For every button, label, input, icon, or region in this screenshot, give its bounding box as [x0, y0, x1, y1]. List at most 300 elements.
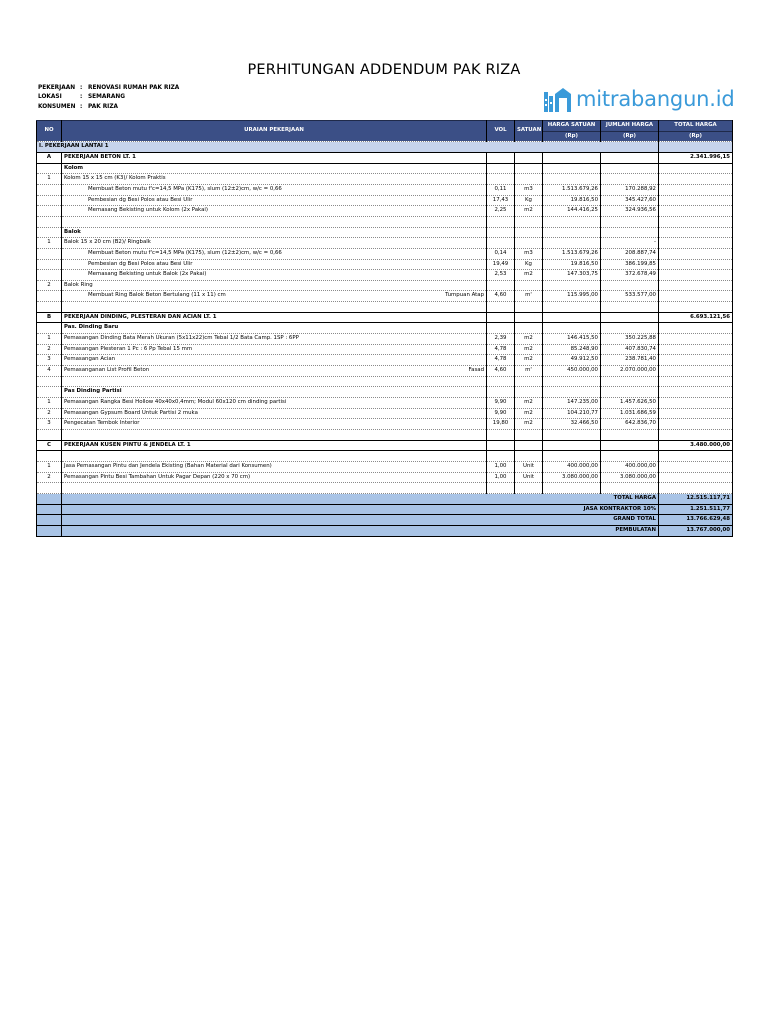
row-harga: 19.816,50 — [543, 259, 601, 270]
row-uraian: Membuat Beton mutu f'c=14,5 MPa (K175), slum (12±2)cm, w/c = 0,66 — [62, 248, 487, 259]
empty-cell — [601, 227, 659, 238]
row-harga: 32.466,50 — [543, 419, 601, 430]
row-satuan — [515, 312, 543, 323]
item-note: Tumpuan Atap — [445, 292, 484, 299]
row-vol: 19,80 — [487, 419, 515, 430]
empty-cell — [487, 387, 515, 398]
col-vol-header: VOL — [487, 121, 515, 142]
house-logo-icon — [544, 84, 574, 114]
empty-cell — [515, 451, 543, 462]
row-vol: 0,14 — [487, 248, 515, 259]
meta-sep: : — [80, 103, 83, 110]
row-total — [659, 206, 733, 217]
row-no: A — [37, 152, 62, 163]
row-total — [659, 334, 733, 345]
row-total — [659, 419, 733, 430]
row-vol: 17,43 — [487, 195, 515, 206]
row-harga — [543, 238, 601, 249]
subsection-row — [37, 440, 733, 451]
empty-cell — [37, 515, 62, 526]
row-harga — [543, 312, 601, 323]
row-satuan: m' — [515, 366, 543, 377]
empty-cell — [543, 429, 601, 440]
row-harga: 1.513.679,26 — [543, 248, 601, 259]
empty-cell — [601, 387, 659, 398]
col-jumlah-header: JUMLAH HARGA — [601, 121, 659, 132]
row-satuan: m2 — [515, 270, 543, 281]
empty-cell — [487, 302, 515, 313]
empty-cell — [37, 302, 62, 313]
row-no: 2 — [37, 344, 62, 355]
row-uraian: Pembesian dg Besi Polos atau Besi Ulir — [62, 259, 487, 270]
row-harga — [543, 280, 601, 291]
row-uraian: Kolom — [62, 163, 487, 174]
summary-value: 13.766.629,48 — [659, 515, 733, 526]
empty-cell — [543, 302, 601, 313]
empty-cell — [543, 323, 601, 334]
row-uraian: Balok Ring — [62, 280, 487, 291]
empty-cell — [487, 216, 515, 227]
row-harga: 146.415,50 — [543, 334, 601, 345]
row-no — [37, 387, 62, 398]
row-uraian: Pembesian dg Besi Polos atau Besi Ulir — [62, 195, 487, 206]
empty-cell — [62, 483, 487, 494]
empty-cell — [659, 323, 733, 334]
row-vol: 1,00 — [487, 472, 515, 483]
col-total-header: TOTAL HARGA — [659, 121, 733, 132]
group-row — [37, 227, 733, 238]
row-satuan: m2 — [515, 398, 543, 409]
row-harga: 450.000,00 — [543, 366, 601, 377]
summary-label: GRAND TOTAL — [62, 515, 659, 526]
empty-cell — [601, 302, 659, 313]
row-uraian — [62, 366, 487, 377]
table-row — [37, 398, 733, 409]
row-no: 1 — [37, 334, 62, 345]
meta-row-konsumen — [38, 103, 179, 112]
row-satuan: Kg — [515, 259, 543, 270]
table-row — [37, 355, 733, 366]
row-uraian: PEKERJAAN KUSEN PINTU & JENDELA LT. 1 — [62, 440, 487, 451]
row-total — [659, 184, 733, 195]
row-harga: 147.235,00 — [543, 398, 601, 409]
row-satuan — [515, 440, 543, 451]
row-vol: 0,11 — [487, 184, 515, 195]
empty-cell — [601, 376, 659, 387]
row-jumlah: 400.000,00 — [601, 461, 659, 472]
table-row — [37, 366, 733, 377]
meta-label: LOKASI — [38, 94, 62, 101]
row-total — [659, 248, 733, 259]
table-row — [37, 259, 733, 270]
row-vol: 4,60 — [487, 366, 515, 377]
empty-cell — [543, 227, 601, 238]
summary-row — [37, 525, 733, 536]
meta-sep: : — [80, 94, 83, 101]
row-no: 4 — [37, 366, 62, 377]
group-row — [37, 323, 733, 334]
meta-row-lokasi — [38, 93, 179, 102]
row-harga: 3.080.000,00 — [543, 472, 601, 483]
row-satuan: Unit — [515, 461, 543, 472]
table-row — [37, 174, 733, 185]
empty-cell — [543, 163, 601, 174]
row-jumlah: 208.887,74 — [601, 248, 659, 259]
row-no: 2 — [37, 408, 62, 419]
table-row — [37, 280, 733, 291]
row-satuan — [515, 238, 543, 249]
empty-cell — [515, 387, 543, 398]
row-vol: 2,25 — [487, 206, 515, 217]
summary-value: 13.767.000,00 — [659, 525, 733, 536]
row-no: 1 — [37, 174, 62, 185]
summary-value: 1.251.511,77 — [659, 504, 733, 515]
empty-cell — [659, 163, 733, 174]
empty-cell — [487, 323, 515, 334]
row-no: 3 — [37, 355, 62, 366]
row-total: 3.480.000,00 — [659, 440, 733, 451]
row-vol: 1,00 — [487, 461, 515, 472]
row-jumlah: 324.936,56 — [601, 206, 659, 217]
empty-cell — [659, 483, 733, 494]
row-jumlah: 350.225,88 — [601, 334, 659, 345]
row-uraian: Memasang Bekisting untuk Balok (2x Pakai) — [62, 270, 487, 281]
row-jumlah: 407.830,74 — [601, 344, 659, 355]
row-jumlah — [601, 312, 659, 323]
row-no: 1 — [37, 238, 62, 249]
row-no — [37, 323, 62, 334]
empty-cell — [515, 483, 543, 494]
row-satuan: Unit — [515, 472, 543, 483]
empty-cell — [659, 376, 733, 387]
summary-label: TOTAL HARGA — [62, 493, 659, 504]
row-uraian: Memasang Bekisting untuk Kolom (2x Pakai) — [62, 206, 487, 217]
empty-cell — [487, 163, 515, 174]
row-jumlah: 642.836,70 — [601, 419, 659, 430]
empty-cell — [659, 216, 733, 227]
empty-cell — [62, 429, 487, 440]
empty-cell — [601, 323, 659, 334]
row-uraian: Pemasangan Gypsum Board Untuk Partisi 2 muka — [62, 408, 487, 419]
row-jumlah: 1.031.686,59 — [601, 408, 659, 419]
empty-cell — [601, 451, 659, 462]
row-uraian: Pas. Dinding Baru — [62, 323, 487, 334]
table-row — [37, 184, 733, 195]
row-jumlah: 533.577,00 — [601, 291, 659, 302]
row-no: 2 — [37, 472, 62, 483]
row-total — [659, 280, 733, 291]
empty-cell — [37, 429, 62, 440]
empty-cell — [515, 302, 543, 313]
empty-cell — [487, 376, 515, 387]
row-vol: 4,78 — [487, 355, 515, 366]
empty-cell — [515, 376, 543, 387]
meta-sep: : — [80, 85, 83, 91]
row-satuan — [515, 152, 543, 163]
row-harga: 115.995,00 — [543, 291, 601, 302]
row-jumlah — [601, 440, 659, 451]
row-harga — [543, 152, 601, 163]
empty-cell — [515, 323, 543, 334]
empty-cell — [487, 429, 515, 440]
unit-label: (Rp) — [543, 131, 601, 142]
meta-label: PEKERJAAN — [38, 85, 76, 91]
row-jumlah: 170.288,92 — [601, 184, 659, 195]
blank-row — [37, 483, 733, 494]
row-total — [659, 174, 733, 185]
empty-cell — [515, 216, 543, 227]
empty-cell — [601, 429, 659, 440]
row-no — [37, 259, 62, 270]
row-jumlah: 372.678,49 — [601, 270, 659, 281]
row-jumlah — [601, 152, 659, 163]
row-uraian: Pemasangan Rangka Besi Hollow 40x40x0,4mm; Modul 60x120 cm dinding partisi — [62, 398, 487, 409]
row-no — [37, 248, 62, 259]
row-jumlah: 238.781,40 — [601, 355, 659, 366]
empty-cell — [543, 483, 601, 494]
table-row — [37, 408, 733, 419]
row-satuan: m3 — [515, 184, 543, 195]
logo-text: mitrabangun.id — [576, 87, 735, 111]
row-total — [659, 355, 733, 366]
page-title: PERHITUNGAN ADDENDUM PAK RIZA — [247, 62, 521, 78]
empty-cell — [659, 227, 733, 238]
row-uraian: Membuat Beton mutu f'c=14,5 MPa (K175), slum (12±2)cm, w/c = 0,66 — [62, 184, 487, 195]
empty-cell — [62, 216, 487, 227]
row-no — [37, 184, 62, 195]
row-harga — [543, 440, 601, 451]
row-total — [659, 366, 733, 377]
table-row — [37, 238, 733, 249]
row-total — [659, 408, 733, 419]
empty-cell — [37, 493, 62, 504]
table-row — [37, 334, 733, 345]
item-description: Membuat Ring Balok Beton Bertulang (11 x 11) cm — [88, 292, 226, 299]
row-vol — [487, 440, 515, 451]
row-jumlah: 3.080.000,00 — [601, 472, 659, 483]
group-row — [37, 163, 733, 174]
section-title: I. PEKERJAAN LANTAI 1 — [37, 142, 659, 153]
row-total: 6.693.121,56 — [659, 312, 733, 323]
table-header-row — [37, 121, 733, 132]
row-satuan: m' — [515, 291, 543, 302]
row-vol: 2,39 — [487, 334, 515, 345]
summary-row — [37, 515, 733, 526]
row-vol — [487, 280, 515, 291]
row-uraian: Pengecatan Tembok Interior — [62, 419, 487, 430]
row-harga: 1.513.679,26 — [543, 184, 601, 195]
empty-cell — [37, 376, 62, 387]
row-vol: 9,90 — [487, 408, 515, 419]
meta-label: KONSUMEN — [38, 103, 76, 110]
row-harga: 49.912,50 — [543, 355, 601, 366]
row-uraian — [62, 291, 487, 302]
empty-cell — [515, 227, 543, 238]
col-uraian-header: URAIAN PEKERJAAN — [62, 121, 487, 142]
summary-row — [37, 493, 733, 504]
row-total — [659, 398, 733, 409]
empty-cell — [37, 504, 62, 515]
row-no: B — [37, 312, 62, 323]
row-uraian: Pas Dinding Partisi — [62, 387, 487, 398]
row-jumlah — [601, 280, 659, 291]
row-harga: 19.816,50 — [543, 195, 601, 206]
row-harga: 144.416,25 — [543, 206, 601, 217]
meta-value: RENOVASI RUMAH PAK RIZA — [88, 85, 180, 91]
unit-label: (Rp) — [601, 131, 659, 142]
row-satuan: Kg — [515, 195, 543, 206]
meta-value: PAK RIZA — [88, 103, 119, 110]
empty-cell — [487, 483, 515, 494]
table-row — [37, 461, 733, 472]
subsection-row — [37, 152, 733, 163]
empty-cell — [601, 483, 659, 494]
row-satuan: m2 — [515, 419, 543, 430]
row-satuan: m2 — [515, 344, 543, 355]
row-harga: 104.210,77 — [543, 408, 601, 419]
row-vol: 4,60 — [487, 291, 515, 302]
empty-cell — [659, 429, 733, 440]
empty-cell — [487, 227, 515, 238]
row-satuan — [515, 280, 543, 291]
meta-row-pekerjaan — [38, 84, 179, 93]
item-description: Pemasanganan List Profil Beton — [64, 367, 150, 374]
row-uraian: Pemasangan Dinding Bata Merah Ukuran (5x11x22)cm Tebal 1/2 Bata Camp. 1SP : 6PP — [62, 334, 487, 345]
project-info — [38, 84, 179, 112]
empty-cell — [62, 451, 487, 462]
table-row — [37, 344, 733, 355]
row-harga — [543, 174, 601, 185]
empty-cell — [515, 429, 543, 440]
row-jumlah: 2.070.000,00 — [601, 366, 659, 377]
empty-cell — [62, 302, 487, 313]
row-uraian: PEKERJAAN DINDING, PLESTERAN DAN ACIAN LT. 1 — [62, 312, 487, 323]
row-no — [37, 163, 62, 174]
empty-cell — [659, 387, 733, 398]
row-uraian: Balok 15 x 20 cm (B2)/ Ringbalk — [62, 238, 487, 249]
row-total — [659, 195, 733, 206]
row-harga: 85.248,90 — [543, 344, 601, 355]
rab-table — [36, 120, 733, 537]
row-vol: 2,53 — [487, 270, 515, 281]
row-total — [659, 238, 733, 249]
row-no — [37, 291, 62, 302]
row-satuan — [515, 174, 543, 185]
company-logo — [544, 83, 735, 115]
row-no: C — [37, 440, 62, 451]
row-vol — [487, 174, 515, 185]
item-note: Fasad — [468, 367, 484, 374]
unit-label: (Rp) — [659, 131, 733, 142]
empty-cell — [543, 376, 601, 387]
row-no — [37, 195, 62, 206]
blank-row — [37, 376, 733, 387]
table-row — [37, 419, 733, 430]
row-total — [659, 270, 733, 281]
section-row — [37, 142, 733, 153]
row-total — [659, 259, 733, 270]
row-jumlah: 386.199,85 — [601, 259, 659, 270]
row-uraian: Balok — [62, 227, 487, 238]
empty-cell — [659, 451, 733, 462]
row-total: 2.341.996,15 — [659, 152, 733, 163]
row-no: 1 — [37, 398, 62, 409]
row-vol — [487, 152, 515, 163]
subsection-row — [37, 312, 733, 323]
empty-cell — [543, 451, 601, 462]
row-uraian: Kolom 15 x 15 cm (K3)/ Kolom Praktis — [62, 174, 487, 185]
row-jumlah: 345.427,60 — [601, 195, 659, 206]
row-total — [659, 344, 733, 355]
empty-cell — [37, 216, 62, 227]
row-satuan: m2 — [515, 408, 543, 419]
row-no: 1 — [37, 461, 62, 472]
row-total — [659, 291, 733, 302]
blank-row — [37, 302, 733, 313]
table-row — [37, 291, 733, 302]
table-row — [37, 206, 733, 217]
empty-cell — [37, 451, 62, 462]
row-jumlah — [601, 174, 659, 185]
summary-value: 12.515.117,71 — [659, 493, 733, 504]
col-no-header: NO — [37, 121, 62, 142]
blank-row — [37, 216, 733, 227]
row-no — [37, 206, 62, 217]
row-satuan: m2 — [515, 206, 543, 217]
row-no — [37, 227, 62, 238]
empty-cell — [37, 525, 62, 536]
row-no: 2 — [37, 280, 62, 291]
row-satuan: m3 — [515, 248, 543, 259]
empty-cell — [543, 216, 601, 227]
row-total — [659, 461, 733, 472]
empty-cell — [515, 163, 543, 174]
row-satuan: m2 — [515, 355, 543, 366]
row-satuan: m2 — [515, 334, 543, 345]
row-uraian: Pemasangan Plesteran 1 Pc : 6 Pp Tebal 15 mm — [62, 344, 487, 355]
table-row — [37, 248, 733, 259]
total-cell — [659, 142, 733, 153]
row-uraian: Jasa Pemasangan Pintu dan Jendela Ekisting (Bahan Material dari Konsumen) — [62, 461, 487, 472]
row-harga: 400.000,00 — [543, 461, 601, 472]
col-satuan-header: SATUAN — [515, 121, 543, 142]
row-uraian: Pemasangan Acian — [62, 355, 487, 366]
summary-label: JASA KONTRAKTOR 10% — [62, 504, 659, 515]
group-row — [37, 387, 733, 398]
table-row — [37, 195, 733, 206]
row-total — [659, 472, 733, 483]
row-vol: 4,78 — [487, 344, 515, 355]
row-no: 3 — [37, 419, 62, 430]
row-jumlah: - — [601, 238, 659, 249]
table-row — [37, 270, 733, 281]
empty-cell — [659, 302, 733, 313]
row-uraian: Pemasangan Pintu Besi Tambahan Untuk Pagar Depan (220 x 70 cm) — [62, 472, 487, 483]
row-vol — [487, 312, 515, 323]
row-harga: 147.303,75 — [543, 270, 601, 281]
blank-row — [37, 451, 733, 462]
row-vol: 19,49 — [487, 259, 515, 270]
meta-value: SEMARANG — [88, 94, 125, 101]
row-uraian: PEKERJAAN BETON LT. 1 — [62, 152, 487, 163]
summary-label: PEMBULATAN — [62, 525, 659, 536]
empty-cell — [601, 163, 659, 174]
empty-cell — [487, 451, 515, 462]
empty-cell — [601, 216, 659, 227]
row-vol — [487, 238, 515, 249]
row-no — [37, 270, 62, 281]
table-row — [37, 472, 733, 483]
